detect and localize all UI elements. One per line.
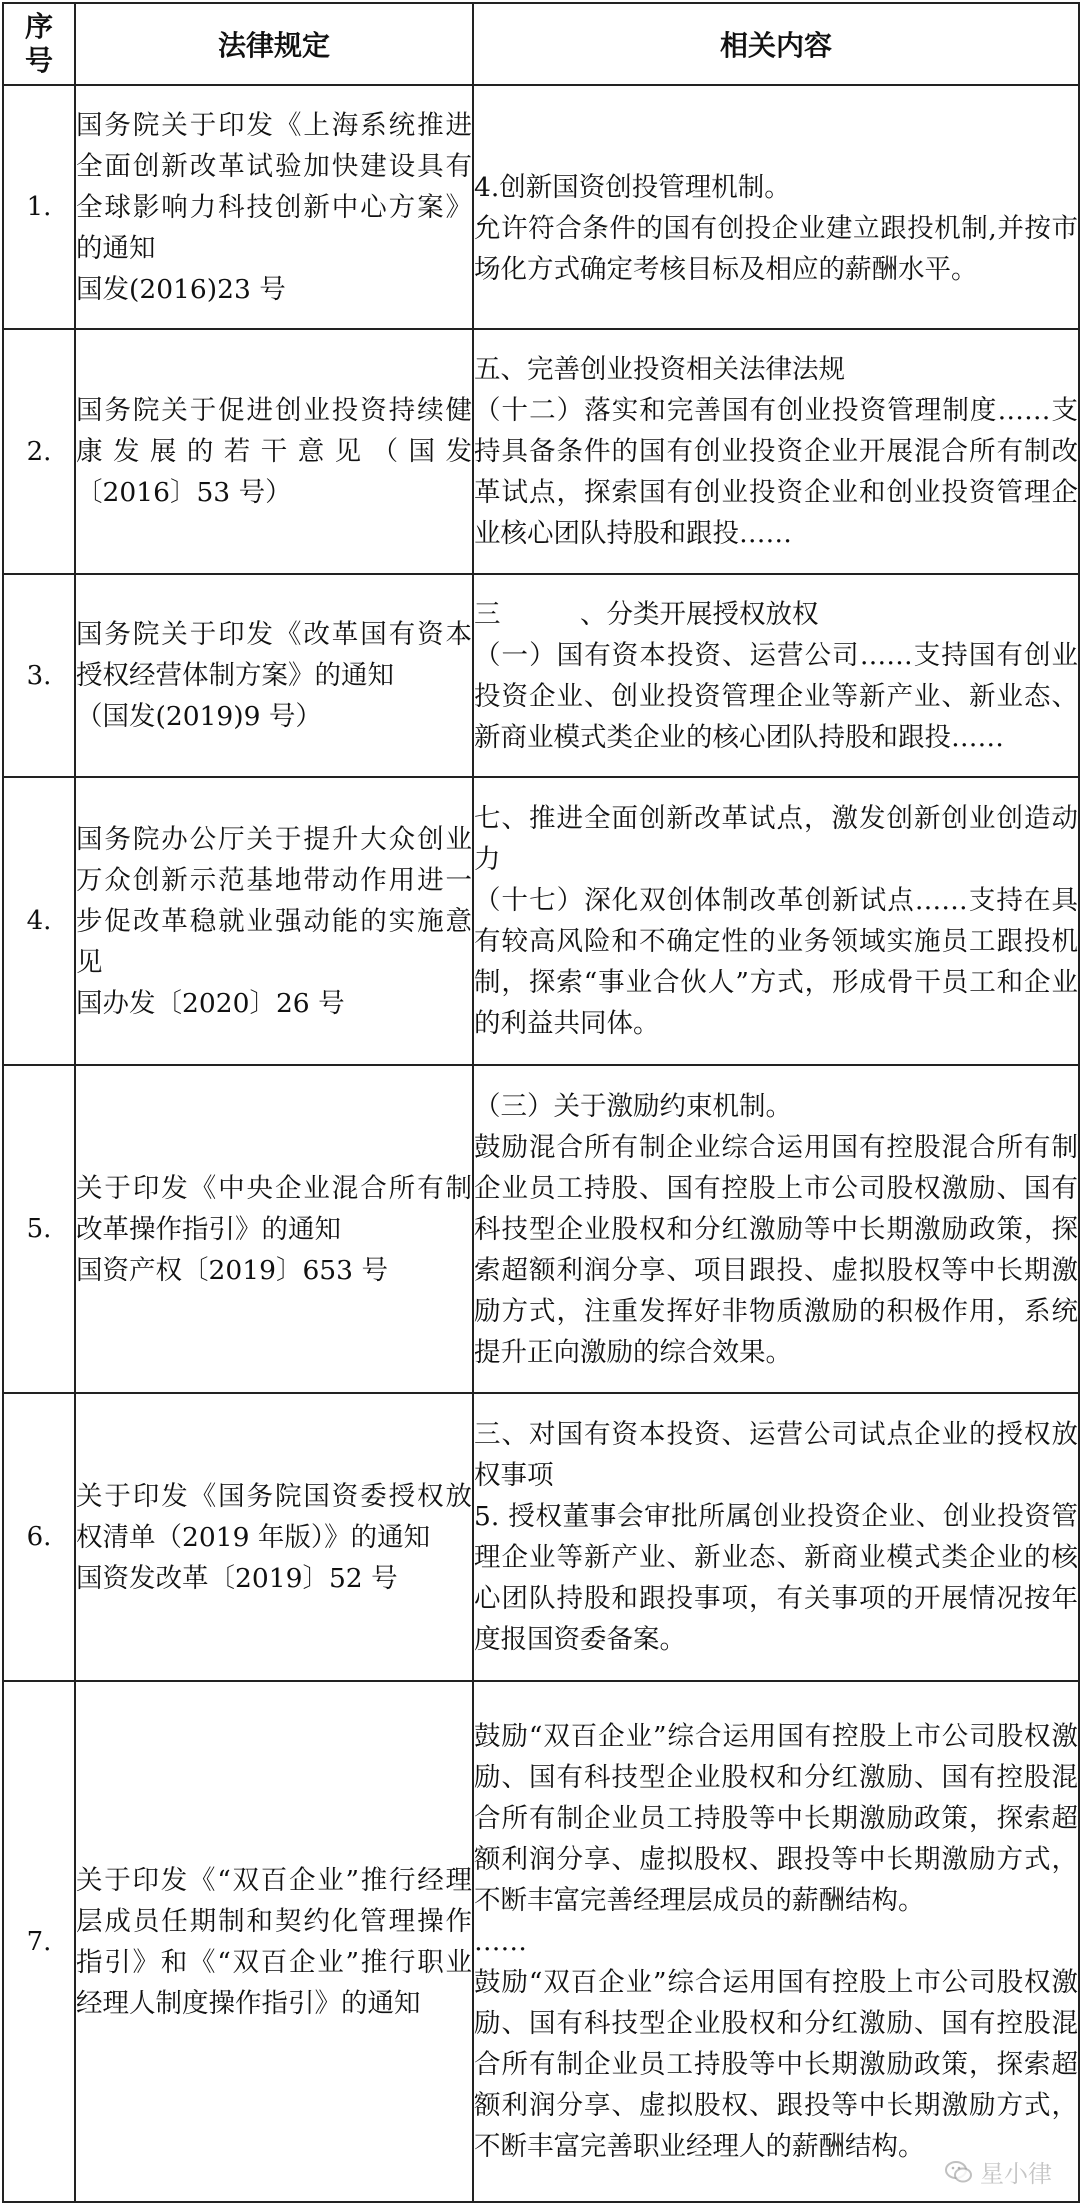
law-title: 关于印发《国务院国资委授权放权清单（2019 年版）》的通知 — [76, 1480, 472, 1553]
content-cell — [473, 1681, 1079, 2202]
regulations-table — [2, 2, 1080, 2203]
header-law-provision: 法律规定 — [75, 3, 473, 85]
table-row — [3, 1065, 1079, 1393]
header-related-content: 相关内容 — [473, 3, 1079, 85]
content-paragraph: 鼓励混合所有制企业综合运用国有控股混合所有制企业员工持股、国有控股上市公司股权激励、国有科技型企业股权和分红激励等中长期激励政策，探索超额利润分享、项目跟投、虚拟股权等中长期激励方式，注重发挥好非物质激励的积极作用，系统提升正向激励的综合效果。 — [474, 1131, 1078, 1368]
content-ellipsis: …… — [474, 1926, 527, 1957]
content-paragraph: （一）国有资本投资、运营公司……支持国有创业投资企业、创业投资管理企业等新产业、新业态、新商业模式类企业的核心团队持股和跟投…… — [474, 639, 1078, 753]
law-title: 国务院办公厅关于提升大众创业万众创新示范基地带动作用进一步促改革稳就业强动能的实施意见 — [76, 823, 472, 978]
law-doc-number: （国发(2019)9 号） — [76, 701, 322, 732]
content-cell — [473, 777, 1079, 1065]
header-serial-char: 号 — [24, 44, 53, 77]
law-title: 关于印发《中央企业混合所有制改革操作指引》的通知 — [76, 1172, 472, 1245]
table-row — [3, 85, 1079, 329]
law-title: 国务院关于印发《改革国有资本授权经营体制方案》的通知 — [76, 619, 472, 691]
content-cell — [473, 1393, 1079, 1681]
law-cell — [75, 85, 473, 329]
law-title: 国务院关于印发《上海系统推进全面创新改革试验加快建设具有全球影响力科技创新中心方案》的通知 — [76, 109, 472, 264]
table-header-row — [3, 3, 1079, 85]
content-paragraph: （十七）深化双创体制改革创新试点……支持在具有较高风险和不确定性的业务领域实施员工跟投机制，探索“事业合伙人”方式，形成骨干员工和企业的利益共同体。 — [474, 885, 1078, 1039]
row-number: 6. — [3, 1393, 75, 1681]
row-number: 3. — [3, 574, 75, 777]
law-title: 关于印发《“双百企业”推行经理层成员任期制和契约化管理操作指引》和《“双百企业”推行职业经理人制度操作指引》的通知 — [76, 1864, 472, 2019]
content-paragraph: 鼓励“双百企业”综合运用国有控股上市公司股权激励、国有科技型企业股权和分红激励、国有控股混合所有制企业员工持股等中长期激励政策，探索超额利润分享、虚拟股权、跟投等中长期激励方式，不断丰富完善职业经理人的薪酬结构。 — [474, 1967, 1078, 2162]
row-number: 5. — [3, 1065, 75, 1393]
row-number: 7. — [3, 1681, 75, 2202]
row-number: 4. — [3, 777, 75, 1065]
watermark — [944, 2154, 1052, 2189]
law-cell — [75, 1681, 473, 2202]
law-doc-number: 国资产权〔2019〕653 号 — [76, 1254, 388, 1286]
law-doc-number: 国办发〔2020〕26 号 — [76, 987, 345, 1019]
content-cell — [473, 85, 1079, 329]
row-number: 1. — [3, 85, 75, 329]
content-heading: 三、对国有资本投资、运营公司试点企业的授权放权事项 — [474, 1419, 1078, 1491]
law-doc-number: 国发(2016)23 号 — [76, 273, 286, 305]
law-cell — [75, 777, 473, 1065]
table-row — [3, 777, 1079, 1065]
law-cell — [75, 574, 473, 777]
content-cell — [473, 574, 1079, 777]
law-cell — [75, 1065, 473, 1393]
table-row — [3, 1393, 1079, 1681]
content-heading: 三 、分类开展授权放权 — [474, 598, 819, 630]
content-heading: 七、推进全面创新改革试点，激发创新创业创造动力 — [474, 803, 1078, 875]
table-row — [3, 1681, 1079, 2202]
row-number: 2. — [3, 329, 75, 574]
law-doc-number: 国资发改革〔2019〕52 号 — [76, 1562, 398, 1594]
content-cell — [473, 329, 1079, 574]
law-cell — [75, 1393, 473, 1681]
header-serial-char: 序 — [24, 10, 53, 43]
content-paragraph: 允许符合条件的国有创投企业建立跟投机制,并按市场化方式确定考核目标及相应的薪酬水平。 — [474, 212, 1078, 285]
wechat-icon — [944, 2157, 974, 2187]
content-heading: （三）关于激励约束机制。 — [474, 1090, 792, 1122]
content-paragraph: （十二）落实和完善国有创业投资管理制度……支持具备条件的国有创业投资企业开展混合所有制改革试点，探索国有创业投资企业和创业投资管理企业核心团队持股和跟投…… — [474, 395, 1078, 549]
table-row — [3, 574, 1079, 777]
watermark-text: 星小律 — [980, 2160, 1052, 2188]
content-paragraph: 5. 授权董事会审批所属创业投资企业、创业投资管理企业等新产业、新业态、新商业模式类企业的核心团队持股和跟投事项，有关事项的开展情况按年度报国资委备案。 — [474, 1501, 1078, 1655]
law-title: 国务院关于促进创业投资持续健康发展的若干意见（国发〔2016〕53 号） — [76, 395, 472, 508]
content-heading: 五、完善创业投资相关法律法规 — [474, 354, 845, 385]
content-paragraph: 4.创新国资创投管理机制。 — [474, 171, 791, 203]
table-row — [3, 329, 1079, 574]
content-paragraph: 鼓励“双百企业”综合运用国有控股上市公司股权激励、国有科技型企业股权和分红激励、国有控股混合所有制企业员工持股等中长期激励政策，探索超额利润分享、虚拟股权、跟投等中长期激励方式，不断丰富完善经理层成员的薪酬结构。 — [474, 1721, 1078, 1916]
content-cell — [473, 1065, 1079, 1393]
law-cell — [75, 329, 473, 574]
header-serial-number — [3, 3, 75, 85]
